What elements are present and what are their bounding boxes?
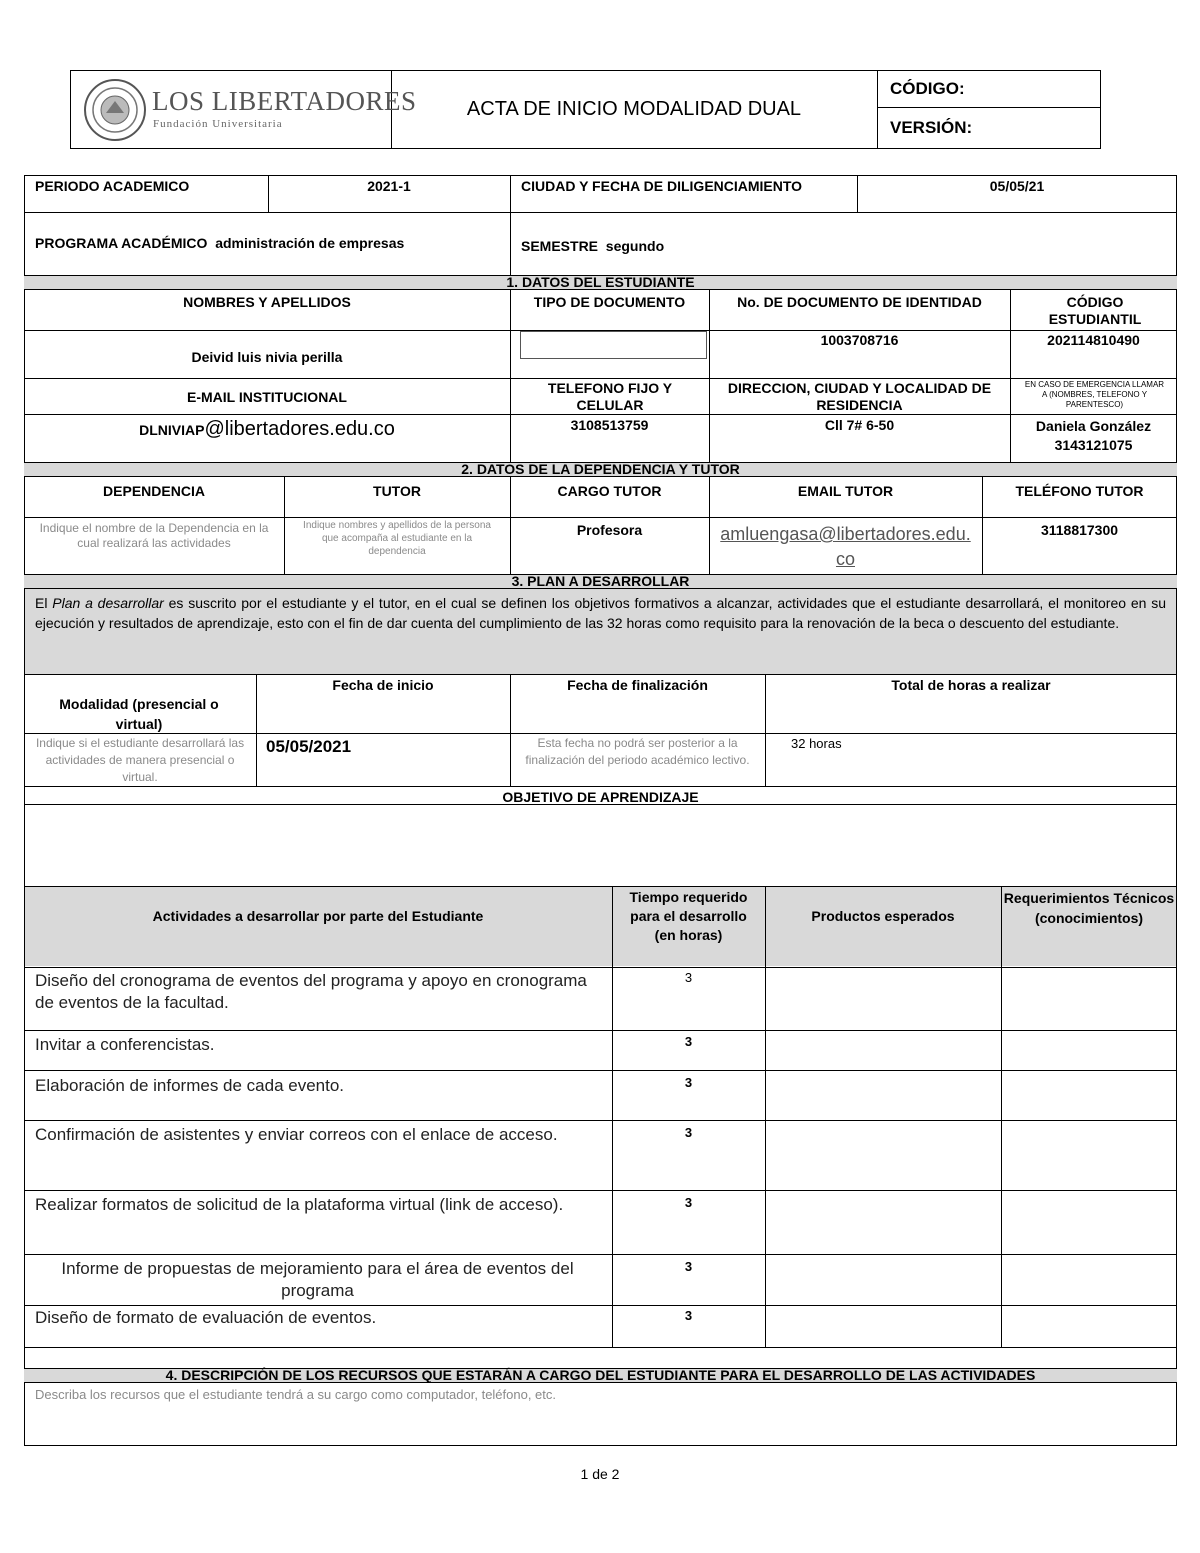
tutor-hint: Indique nombres y apellidos de la persona que acompaña al estudiante en la dependencia — [303, 520, 491, 557]
activity-row-7-text: Diseño de formato de evaluación de eventos. — [35, 1308, 377, 1327]
modalidad-label: Modalidad (presencial o virtual) — [59, 696, 219, 732]
activity-row-6-hours: 3 — [684, 1259, 693, 1274]
cargo-tutor-label: CARGO TUTOR — [557, 483, 662, 499]
num-doc-value: 1003708716 — [820, 332, 899, 348]
objetivo-area[interactable] — [25, 806, 1176, 885]
direccion-label: DIRECCION, CIUDAD Y LOCALIDAD DE RESIDENCIA — [727, 380, 992, 413]
page-number: 1 de 2 — [580, 1466, 620, 1482]
document-title: ACTA DE INICIO MODALIDAD DUAL — [466, 98, 802, 120]
semestre-field — [521, 238, 664, 254]
total-horas-value: 32 horas — [791, 736, 842, 751]
ciudad-value: 05/05/21 — [989, 178, 1045, 194]
codigo-estudiantil-value: 202114810490 — [1047, 332, 1140, 348]
fecha-fin-hint: Esta fecha no podrá ser posterior a la finalización del periodo académico lectivo. — [525, 736, 750, 767]
logo-subtitle: Fundación Universitaria — [153, 118, 283, 130]
codigo-estudiantil-label: CÓDIGO ESTUDIANTIL — [1048, 294, 1142, 327]
version-label: VERSIÓN: — [890, 118, 973, 137]
col-tiempo: Tiempo requerido para el desarrollo (en horas) — [629, 889, 748, 943]
activity-row-4-text: Confirmación de asistentes y enviar correos con el enlace de acceso. — [35, 1125, 558, 1144]
plan-intro-pre: El — [35, 595, 53, 611]
activity-row-5-text: Realizar formatos de solicitud de la plataforma virtual (link de acceso). — [35, 1195, 564, 1214]
emergencia-name: Daniela González — [1035, 418, 1152, 434]
email-value — [24, 418, 510, 441]
periodo-value: 2021-1 — [367, 178, 411, 194]
col-productos: Productos esperados — [811, 908, 955, 924]
activity-row-3-hours: 3 — [684, 1075, 693, 1090]
activity-row-1-text: Diseño del cronograma de eventos del programa y apoyo en cronograma de eventos de la facultad. — [35, 971, 587, 1012]
num-doc-label: No. DE DOCUMENTO DE IDENTIDAD — [737, 294, 982, 310]
programa-field — [35, 235, 404, 251]
tutor-label: TUTOR — [373, 483, 421, 499]
logo-name: LOS LIBERTADORES — [152, 86, 417, 116]
dependencia-label: DEPENDENCIA — [103, 483, 205, 499]
activity-row-7-hours: 3 — [684, 1308, 693, 1323]
total-horas-label: Total de horas a realizar — [891, 677, 1051, 693]
telefono-tutor-label: TELÉFONO TUTOR — [1015, 483, 1144, 499]
modalidad-hint: Indique si el estudiante desarrollará las actividades de manera presencial o virtual. — [35, 736, 245, 784]
fecha-fin-label: Fecha de finalización — [567, 677, 708, 693]
email-user: DLNIVIAP — [139, 422, 205, 438]
activity-row-3-text: Elaboración de informes de cada evento. — [35, 1076, 345, 1095]
programa-value: administración de empresas — [215, 235, 405, 251]
section4-hint: Describa los recursos que el estudiante tendrá a su cargo como computador, teléfono, etc. — [35, 1387, 557, 1402]
codigo-label: CÓDIGO: — [890, 79, 965, 98]
tipo-doc-input[interactable] — [520, 331, 707, 359]
fecha-inicio-value: 05/05/2021 — [266, 737, 352, 756]
nombres-label: NOMBRES Y APELLIDOS — [183, 294, 351, 310]
activity-row-5-hours: 3 — [684, 1195, 693, 1210]
plan-intro-post: es suscrito por el estudiante y el tutor, en el cual se definen los objetivos formativos a alcanzar, actividades que el estudiante desarrollará, el monitoreo en su ejecución y resultados de aprendizaje, esto con el fin de dar cuenta del cumplimiento de las 32 horas como requisito para la renovación de la beca o descuento del estudiante. — [35, 595, 1166, 631]
tipo-doc-label: TIPO DE DOCUMENTO — [533, 294, 686, 310]
emergencia-phone: 3143121075 — [1054, 437, 1133, 453]
section4-title: 4. DESCRIPCIÓN DE LOS RECURSOS QUE ESTARÁN A CARGO DEL ESTUDIANTE PARA EL DESARROLLO DE LAS ACTIVIDADES — [24, 1368, 1177, 1383]
email-tutor-link[interactable]: amluengasa@libertadores.edu.co — [720, 524, 971, 569]
section2-title: 2. DATOS DE LA DEPENDENCIA Y TUTOR — [24, 462, 1177, 477]
section3-title: 3. PLAN A DESARROLLAR — [24, 574, 1177, 589]
activity-row-2-hours: 3 — [684, 1034, 693, 1049]
cargo-tutor-value: Profesora — [576, 522, 643, 538]
email-tutor-label: EMAIL TUTOR — [797, 483, 894, 499]
col-requerimientos: Requerimientos Técnicos (conocimientos) — [1003, 890, 1175, 926]
programa-label: PROGRAMA ACADÉMICO — [35, 235, 208, 251]
activity-row-1-hours: 3 — [684, 970, 693, 985]
objetivo-label: OBJETIVO DE APRENDIZAJE — [502, 789, 699, 805]
emergencia-value — [1010, 417, 1177, 455]
university-seal-icon — [82, 77, 148, 143]
email-label: E-MAIL INSTITUCIONAL — [187, 389, 347, 405]
fecha-inicio-label: Fecha de inicio — [332, 677, 434, 693]
activity-row-4-hours: 3 — [684, 1125, 693, 1140]
semestre-value: segundo — [605, 238, 665, 254]
email-domain: @libertadores.edu.co — [204, 418, 395, 440]
section1-title: 1. DATOS DEL ESTUDIANTE — [24, 275, 1177, 290]
nombres-value: Deivid luis nivia perilla — [191, 349, 343, 365]
semestre-label: SEMESTRE — [521, 238, 599, 254]
dependencia-hint: Indique el nombre de la Dependencia en la cual realizará las actividades — [39, 521, 269, 550]
telefono-label: TELEFONO FIJO Y CELULAR — [547, 380, 673, 413]
ciudad-label: CIUDAD Y FECHA DE DILIGENCIAMIENTO — [521, 178, 803, 194]
activity-row-6-text: Informe de propuestas de mejoramiento para el área de eventos del programa — [61, 1259, 574, 1300]
university-logo — [80, 76, 417, 144]
activity-row-2-text: Invitar a conferencistas. — [35, 1035, 215, 1054]
col-actividades: Actividades a desarrollar por parte del Estudiante — [152, 908, 484, 924]
direccion-value: Cll 7# 6-50 — [824, 417, 895, 433]
emergencia-label: EN CASO DE EMERGENCIA LLAMAR A (NOMBRES, TELEFONO Y PARENTESCO) — [1024, 380, 1165, 409]
telefono-tutor-value: 3118817300 — [1040, 522, 1119, 538]
telefono-value: 3108513759 — [570, 417, 649, 433]
plan-intro-em: Plan a desarrollar — [52, 595, 164, 611]
periodo-label: PERIODO ACADEMICO — [35, 178, 190, 194]
plan-intro — [25, 589, 1176, 674]
